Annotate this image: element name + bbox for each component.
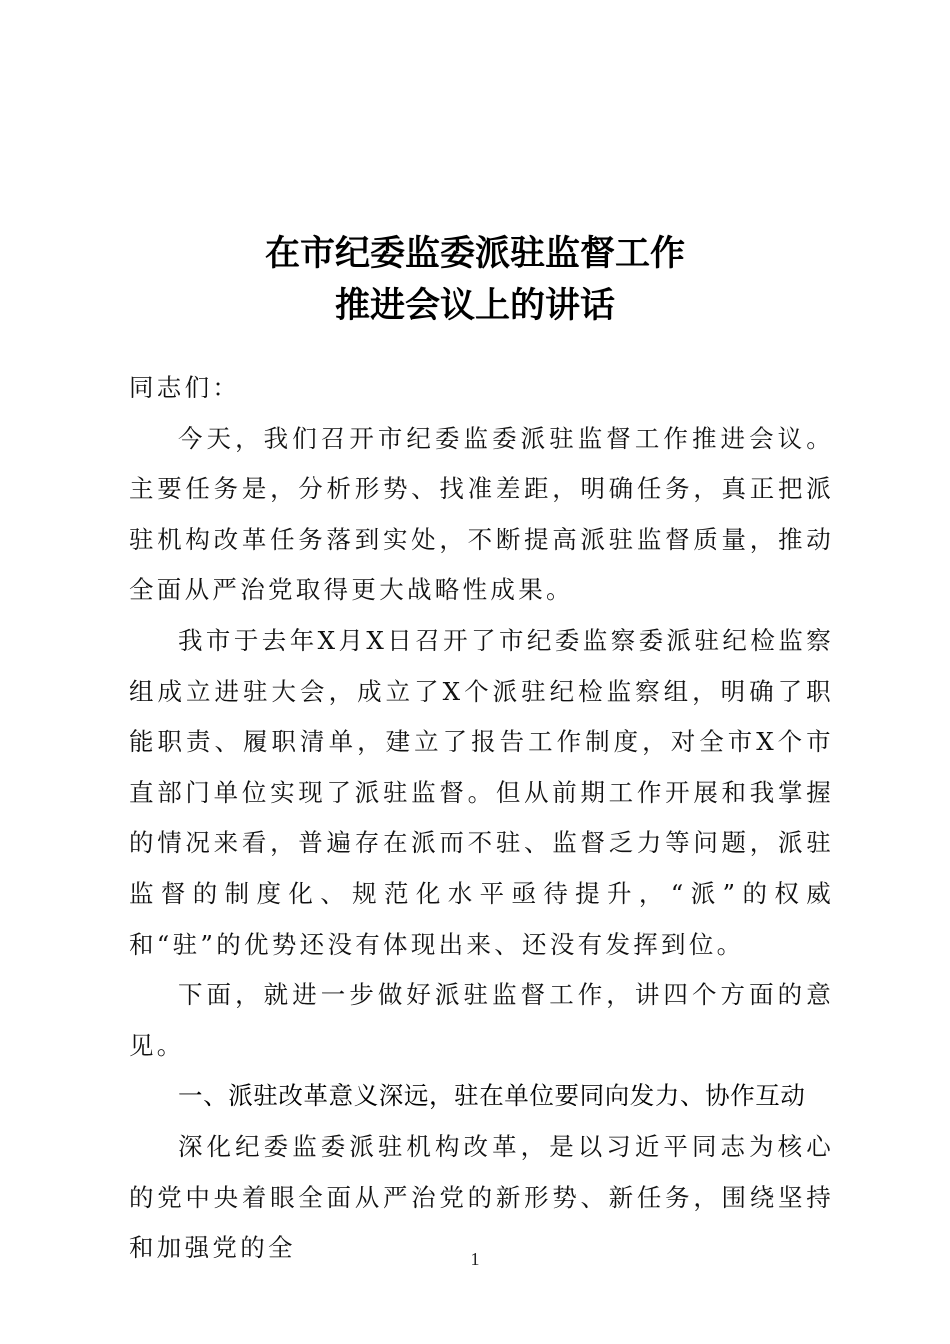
title-line-2: 推进会议上的讲话	[334, 286, 615, 326]
paragraph-background: 我市于去年X月X日召开了市纪委监察委派驻纪检监察组成立进驻大会，成立了X个派驻纪检监察组，明确了职能职责、履职清单，建立了报告工作制度，对全市X个市直部门单位实现了派驻监督。但从前期工作开展和我掌握的情况来看，普遍存在派而不驻、监督乏力等问题，派驻监督的制度化、规范化水平亟待提升，“派”的权威和“驻”的优势还没有体现出来、还没有发挥到位。	[129, 625, 834, 959]
page-number: 1	[470, 1249, 480, 1269]
document-title	[0, 228, 950, 332]
section-1-paragraph: 深化纪委监委派驻机构改革，是以习近平同志为核心的党中央着眼全面从严治党的新形势、新任务，围绕坚持和加强党的全	[129, 1131, 834, 1263]
title-line-1: 在市纪委监委派驻监督工作	[264, 234, 685, 274]
salutation: 同志们：	[129, 373, 241, 402]
section-heading-1: 一、派驻改革意义深远，驻在单位要同向发力、协作互动	[178, 1081, 806, 1111]
document-body	[129, 363, 834, 1274]
paragraph-transition: 下面，就进一步做好派驻监督工作，讲四个方面的意见。	[129, 980, 834, 1060]
paragraph-intro: 今天，我们召开市纪委监委派驻监督工作推进会议。主要任务是，分析形势、找准差距，明确任务，真正把派驻机构改革任务落到实处，不断提高派驻监督质量，推动全面从严治党取得更大战略性成果。	[129, 423, 834, 605]
